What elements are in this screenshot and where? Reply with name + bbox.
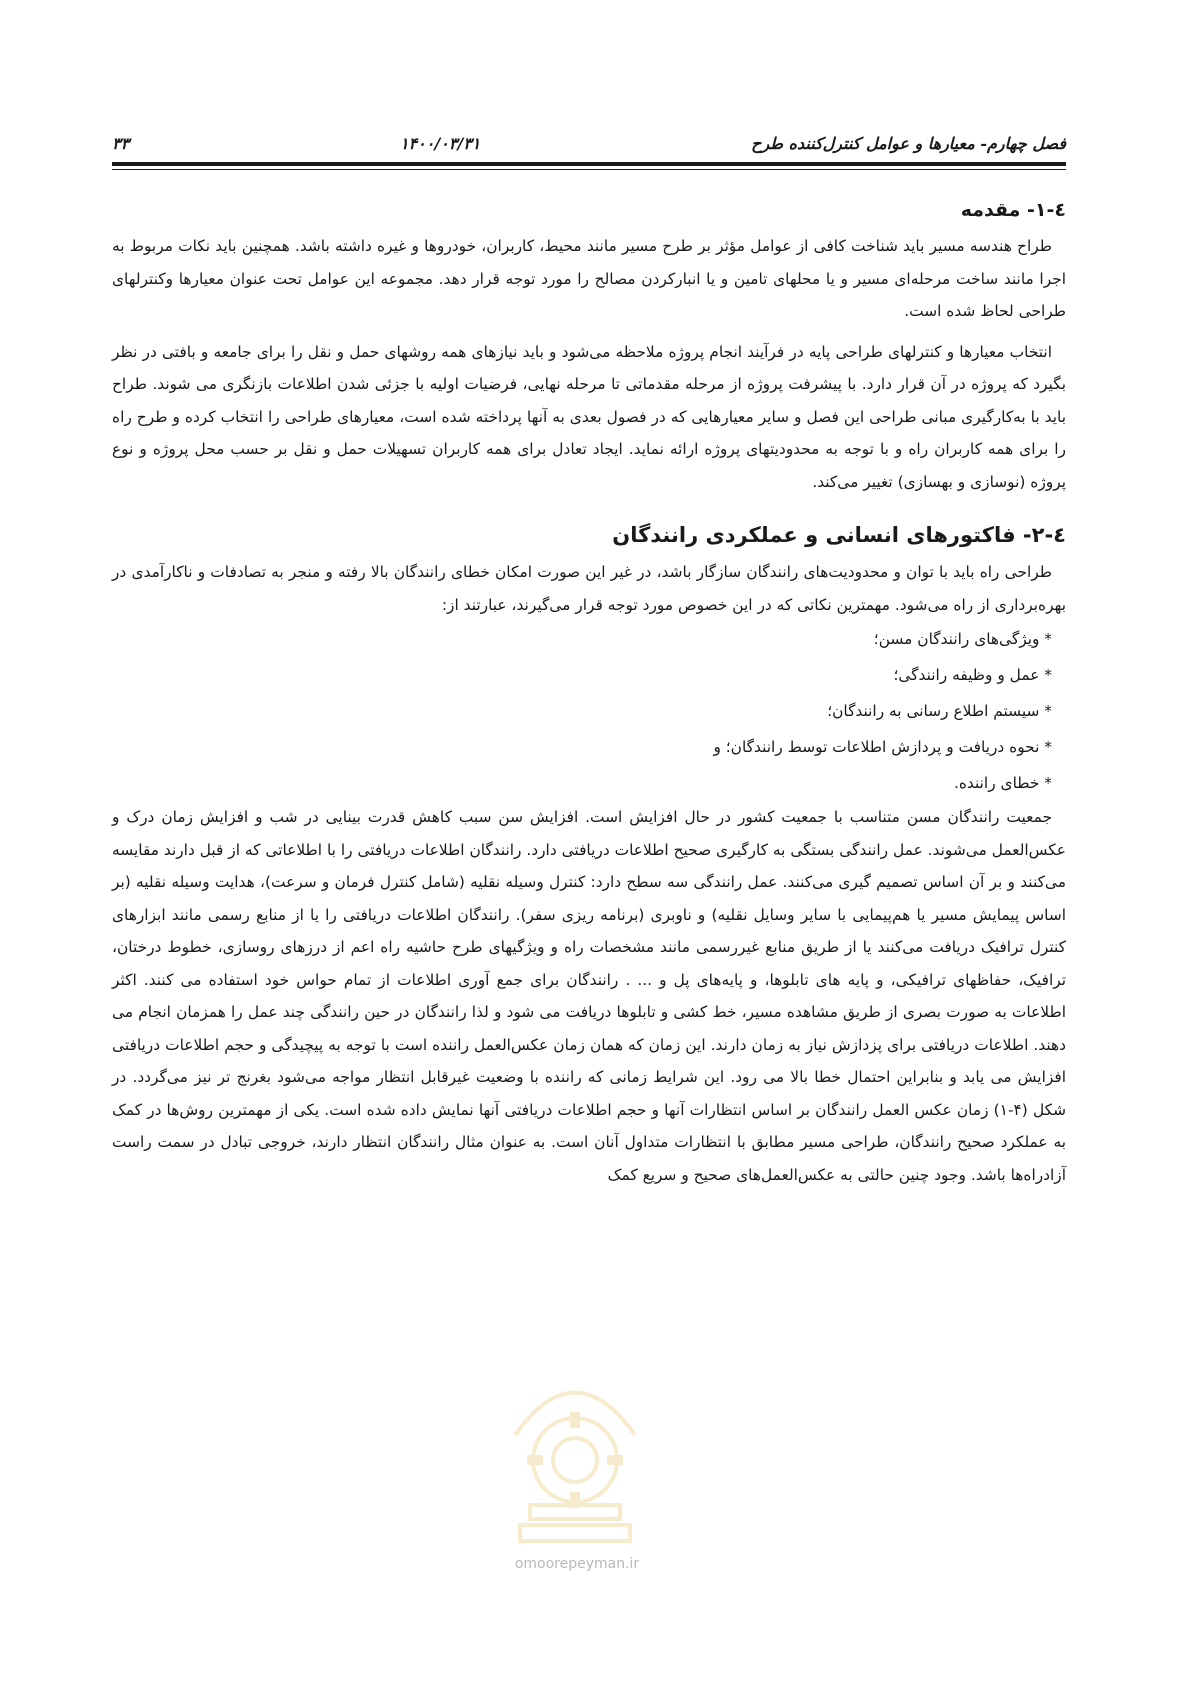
page-number: ۳۳ — [112, 133, 130, 153]
section-heading-introduction: ٤-١- مقدمه — [960, 199, 1066, 221]
chapter-title: فصل چهارم- معیارها و عوامل کنترل‌کننده طرح — [751, 133, 1066, 153]
main-content — [112, 190, 1066, 1191]
bullet-item: * نحوه دریافت و پردازش اطلاعات توسط رانندگان؛ و — [713, 738, 1052, 756]
bullet-list — [112, 621, 1066, 801]
paragraph: طراح هندسه مسیر باید شناخت کافی از عوامل مؤثر بر طرح مسیر مانند محیط، کاربران، خودروها و غیره داشته باشد. همچنین باید نکات مربوط به اجرا مانند ساخت مرحله‌ای مسیر و یا محلهای تامین و یا انبارکردن مصالح را مورد توجه قرار دهد. مجموعه این عوامل تحت عنوان معیارها وکنترلهای طراحی لحاظ شده است. — [112, 237, 1066, 320]
header-rule-thin — [112, 169, 1066, 170]
watermark-site: omoorepeyman.ir — [514, 1556, 640, 1572]
bullet-item: * خطای راننده. — [953, 774, 1052, 792]
header-date: ۱۴۰۰/۰۳/۳۱ — [399, 133, 481, 153]
paragraph: انتخاب معیارها و کنترلهای طراحی پایه در فرآیند انجام پروژه ملاحظه می‌شود و باید نیازهای همه روشهای حمل و نقل را برای جامعه و بافتی در نظر بگیرد که پروژه در آن قرار دارد. با پیشرفت پروژه از مرحله مقدماتی تا مرحله نهایی، فرضیات اولیه با جزئی شدن اطلاعات بازنگری می شوند. طراح باید با به‌کارگیری مبانی طراحی این فصل و سایر معیارهایی که در فصول بعدی به آنها پرداخته شده است، معیارهای طراحی را انتخاب کرده و طرح راه را برای همه کاربران راه و با توجه به محدودیتهای پروژه ارائه نماید. ایجاد تعادل برای همه کاربران تسهیلات حمل و نقل بر حسب محل پروژه و نوع پروژه (نوسازی و بهسازی) تغییر می‌کند. — [112, 342, 1066, 491]
bullet-item: * عمل و وظیفه رانندگی؛ — [893, 666, 1052, 684]
paragraph: جمعیت رانندگان مسن متناسب با جمعیت کشور در حال افزایش است. افزایش سن سبب کاهش قدرت بینایی در شب و افزایش زمان درک و عکس‌العمل می‌شوند. عمل رانندگی بستگی به کارگیری صحیح اطلاعات دریافتی دارد. رانندگان اطلاعات دریافتی را با اطلاعاتی که از قبل دارند مقایسه می‌کنند و بر آن اساس تصمیم گیری می‌کنند. عمل رانندگی سه سطح دارد: کنترل وسیله نقلیه (شامل کنترل فرمان و سرعت)، هدایت وسیله نقلیه (بر اساس پیمایش مسیر یا هم‌پیمایی با سایر وسایل نقلیه) و ناوبری (برنامه ریزی سفر). رانندگان اطلاعات دریافتی را یا از منابع رسمی مانند ابزارهای کنترل ترافیک دریافت می‌کنند یا از طریق منابع غیررسمی مانند مشخصات راه و ویژگیهای طرح حاشیه راه اعم از درزهای روسازی، خطوط درختان، ترافیک، حفاظهای ترافیکی، و پایه های تابلوها، و پایه‌های پل و ... . رانندگان برای جمع آوری اطلاعات از تمام حواس خود استفاده می کنند. اکثر اطلاعات به صورت بصری از طریق مشاهده مسیر، خط کشی و تابلوها دریافت می شود و لذا رانندگان در حین رانندگی چند عمل را همزمان انجام می دهند. اطلاعات دریافتی برای پزدازش نیاز به زمان دارند. این زمان که همان زمان عکس‌العمل راننده است با توجه به پیچیدگی و حجم اطلاعات دریافتی افزایش می یابد و بنابراین احتمال خطا بالا می رود. این شرایط زمانی که راننده با وضعیت غیرقابل انتظار مواجه می‌شود بغرنج تر نیز می‌گردد. در شکل (۴-۱) زمان عکس العمل رانندگان بر اساس انتظارات آنها و حجم اطلاعات دریافتی آنها نمایش داده شده است. یکی از مهمترین روش‌ها در کمک به عملکرد صحیح رانندگان، طراحی مسیر مطابق با انتظارات متداول آنان است. به عنوان مثال رانندگان انتظار دارند، خروجی تبادل در سمت راست آزادراه‌ها باشد. وجود چنین حالتی به عکس‌العمل‌های صحیح و سریع کمک — [112, 808, 1066, 1184]
page-header — [112, 130, 1066, 156]
bullet-item: * ویژگی‌های رانندگان مسن؛ — [873, 630, 1052, 648]
section-heading-human-factors: ٤-٢- فاکتورهای انسانی و عملکردی رانندگان — [612, 523, 1066, 547]
header-rule-thick — [112, 162, 1066, 166]
watermark-logo-icon — [500, 1340, 650, 1570]
bullet-item: * سیستم اطلاع رسانی به رانندگان؛ — [827, 702, 1052, 720]
paragraph: طراحی راه باید با توان و محدودیت‌های رانندگان سازگار باشد، در غیر این صورت امکان خطای رانندگان بالا رفته و منجر به تصادفات و ناکارآمدی در بهره‌برداری از راه می‌شود. مهمترین نکاتی که در این خصوص مورد توجه قرار می‌گیرند، عبارتند از: — [112, 563, 1066, 614]
